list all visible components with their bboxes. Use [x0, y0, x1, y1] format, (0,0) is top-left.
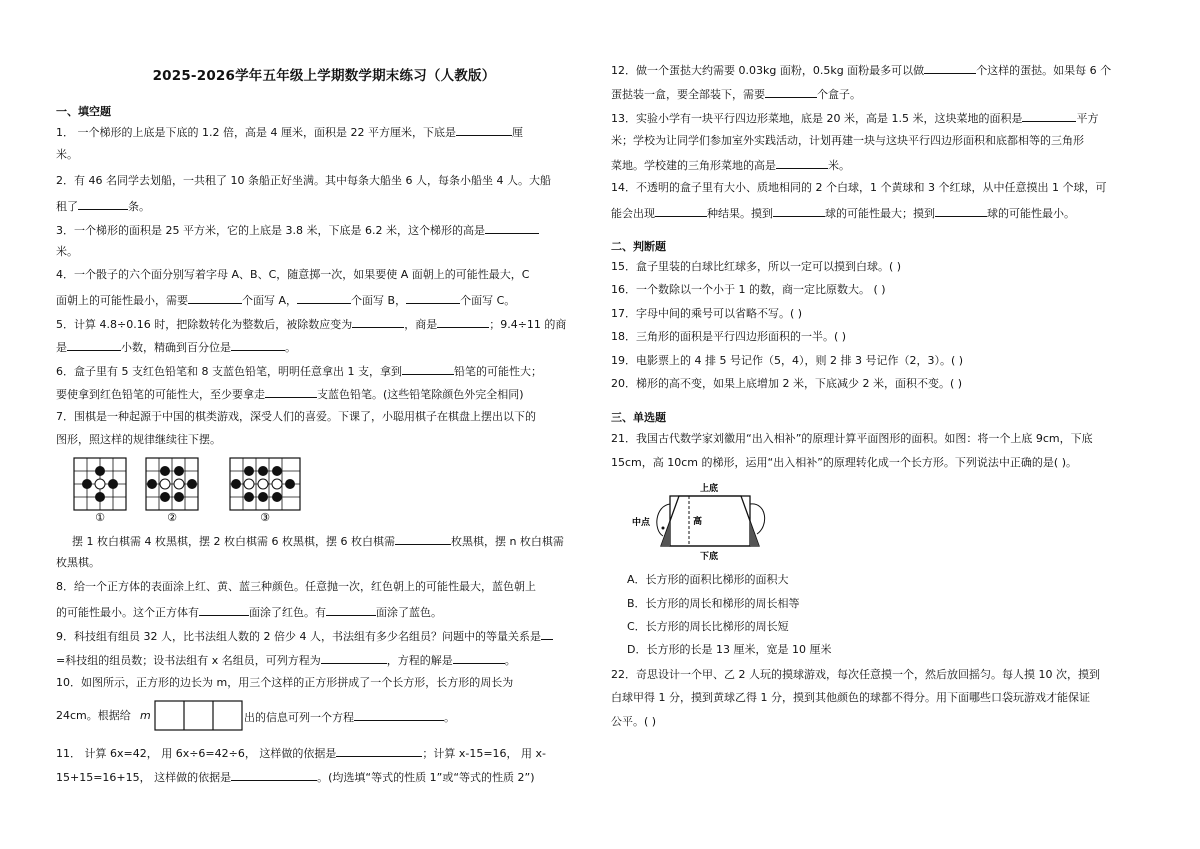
answer-blank[interactable] — [321, 652, 387, 664]
option-d[interactable]: D．长方形的长是 13 厘米，宽是 10 厘米 — [627, 643, 832, 656]
question-21-cont: 15cm，高 10cm 的梯形，运用“出入相补”的原理转化成一个长方形。下列说法中正确的是( )。 — [611, 456, 1077, 469]
option-b[interactable]: B．长方形的周长和梯形的周长相等 — [627, 597, 800, 610]
question-11-cont: 15+15=16+15， 这样做的依据是 。(均选填“等式的性质 1”或“等式的性质 2”) — [56, 771, 535, 784]
go-board-2 — [146, 458, 198, 510]
answer-blank[interactable] — [231, 339, 285, 351]
height-label: 高 — [693, 517, 703, 527]
top-base-label: 上底 — [699, 484, 719, 494]
answer-blank[interactable] — [188, 292, 242, 304]
rectangle — [670, 496, 750, 546]
question-10-text: 出的信息可列一个方程 。 — [244, 711, 455, 724]
answer-blank[interactable] — [231, 769, 317, 781]
question-3: 3．一个梯形的面积是 25 平方米，它的上底是 3.8 米，下底是 6.2 米，这个梯形的高是 — [56, 222, 539, 238]
answer-blank[interactable] — [765, 86, 817, 98]
question-7: 7．围棋是一种起源于中国的棋类游戏，深受人们的喜爱。下课了，小聪用棋子在棋盘上摆出以下的 — [56, 410, 536, 423]
question-16[interactable]: 16．一个数除以一个小于 1 的数，商一定比原数大。 ( ) — [611, 283, 886, 296]
answer-blank[interactable] — [406, 292, 460, 304]
question-19[interactable]: 19．电影票上的 4 排 5 号记作（5，4），则 2 排 3 号记作（2，3）。( ) — [611, 354, 964, 367]
answer-blank[interactable] — [199, 604, 249, 616]
answer-blank[interactable] — [924, 62, 976, 74]
answer-blank[interactable] — [935, 205, 987, 217]
go-board-3 — [230, 458, 300, 510]
question-15[interactable]: 15．盒子里装的白球比红球多，所以一定可以摸到白球。( ) — [611, 260, 902, 273]
question-22: 22．奇思设计一个甲、乙 2 人玩的摸球游戏，每次任意摸一个，然后放回摇匀。每人摸 10 次，摸到 — [611, 668, 1100, 681]
question-7-cont: 图形，照这样的规律继续往下摆。 — [56, 433, 221, 446]
midpoint-label: 中点 — [631, 518, 651, 528]
answer-blank[interactable] — [776, 157, 828, 169]
trapezoid-figure — [627, 480, 777, 564]
question-11: 11． 计算 6x=42， 用 6x÷6=42÷6， 这样做的依据是 ；计算 x-15=16， 用 x- — [56, 747, 547, 760]
question-21: 21．我国古代数学家刘徽用“出入相补”的原理计算平面图形的面积。如图：将一个上底 9cm，下底 — [611, 432, 1093, 445]
section-heading-choice: 三、单选题 — [611, 411, 666, 424]
question-6-cont: 要使拿到红色铅笔的可能性大，至少要拿走 支蓝色铅笔。(这些铅笔除颜色外完全相同) — [56, 388, 524, 401]
question-1-cont: 米。 — [56, 148, 78, 161]
trapezoid — [661, 496, 759, 546]
answer-blank[interactable] — [437, 316, 489, 328]
question-7-text-cont: 枚黑棋。 — [56, 556, 100, 569]
question-10: 10．如图所示，正方形的边长为 m，用三个这样的正方形拼成了一个长方形，长方形的周长为 — [56, 676, 514, 689]
question-20[interactable]: 20．梯形的高不变，如果上底增加 2 米，下底减少 2 米，面积不变。( ) — [611, 377, 963, 390]
question-2: 2．有 46 名同学去划船，一共租了 10 条船正好坐满。其中每条大船坐 6 人，每条小船坐 4 人。大船 — [56, 174, 551, 187]
question-10-cont: 24cm。根据给 — [56, 709, 131, 722]
question-12: 12．做一个蛋挞大约需要 0.03kg 面粉，0.5kg 面粉最多可以做 个这样的蛋挞。如果每 6 个 — [611, 64, 1112, 77]
three-squares-figure — [154, 700, 244, 732]
question-6: 6．盒子里有 5 支红色铅笔和 8 支蓝色铅笔，明明任意拿出 1 支，拿到 铅笔的可能性大； — [56, 365, 542, 378]
answer-blank[interactable] — [297, 292, 351, 304]
answer-blank[interactable] — [326, 604, 376, 616]
answer-blank[interactable] — [541, 628, 553, 640]
question-13-cont-2: 菜地。学校建的三角形菜地的高是 米。 — [611, 159, 850, 172]
figure-label-1: ① — [95, 511, 105, 524]
answer-blank[interactable] — [352, 316, 404, 328]
question-7-text: 摆 1 枚白棋需 4 枚黑棋，摆 2 枚白棋需 6 枚黑棋，摆 6 枚白棋需 枚黑棋，摆 n 枚白棋需 — [72, 535, 564, 548]
question-9-cont: =科技组的组员数；设书法组有 x 名组员，可列方程为 ，方程的解是 。 — [56, 654, 516, 667]
option-c[interactable]: C．长方形的周长比梯形的周长短 — [627, 620, 789, 633]
answer-blank[interactable] — [456, 124, 512, 136]
question-9: 9．科技组有组员 32 人，比书法组人数的 2 倍少 4 人，书法组有多少名组员？问题中的等量关系是 — [56, 628, 553, 644]
page-title: 2025-2026学年五年级上学期数学期末练习（人教版） — [152, 68, 496, 84]
go-board-1 — [74, 458, 126, 510]
answer-blank[interactable] — [1022, 110, 1076, 122]
answer-blank[interactable] — [453, 652, 505, 664]
question-1: 1． 一个梯形的上底是下底的 1.2 倍，高是 4 厘米，面积是 22 平方厘米，下底是 厘 — [56, 126, 523, 139]
answer-blank[interactable] — [265, 386, 317, 398]
option-a[interactable]: A．长方形的面积比梯形的面积大 — [627, 573, 789, 586]
go-board-figure — [72, 455, 304, 525]
question-5: 5．计算 4.8÷0.16 时，把除数转化为整数后，被除数应变为 ，商是 ；9.4÷11 的商 — [56, 318, 567, 331]
answer-blank[interactable] — [395, 533, 451, 545]
answer-blank[interactable] — [336, 745, 422, 757]
figure-label-3: ③ — [260, 511, 270, 524]
answer-blank[interactable] — [67, 339, 121, 351]
answer-blank[interactable] — [402, 363, 454, 375]
question-13: 13．实验小学有一块平行四边形菜地，底是 20 米，高是 1.5 米，这块菜地的面积是 平方 — [611, 112, 1099, 125]
question-8: 8．给一个正方体的表面涂上红、黄、蓝三种颜色。任意抛一次，红色朝上的可能性最大，蓝色朝上 — [56, 580, 536, 593]
question-14-cont: 能会出现 种结果。摸到 球的可能性最大；摸到 球的可能性最小。 — [611, 207, 1075, 220]
question-13-cont: 米；学校为让同学们参加室外实践活动，计划再建一块与这块平行四边形面积和底都相等的三角形 — [611, 134, 1084, 147]
question-5-cont: 是 小数，精确到百分位是 。 — [56, 341, 296, 354]
question-3-cont: 米。 — [56, 245, 78, 258]
question-8-cont: 的可能性最小。这个正方体有 面涂了红色。有 面涂了蓝色。 — [56, 606, 442, 619]
answer-blank[interactable] — [78, 198, 128, 210]
question-14: 14．不透明的盒子里有大小、质地相同的 2 个白球，1 个黄球和 3 个红球，从中任意摸出 1 个球，可 — [611, 181, 1107, 194]
answer-blank[interactable] — [773, 205, 825, 217]
question-22-cont: 白球甲得 1 分，摸到黄球乙得 1 分，摸到其他颜色的球都不得分。用下面哪些口袋玩游戏才能保证 — [611, 691, 1090, 704]
figure-label-2: ② — [167, 511, 177, 524]
question-4-cont: 面朝上的可能性最小，需要 个面写 A， 个面写 B， 个面写 C。 — [56, 294, 516, 307]
question-17[interactable]: 17．字母中间的乘号可以省略不写。( ) — [611, 307, 803, 320]
answer-blank[interactable] — [655, 205, 707, 217]
question-22-cont-2: 公平。( ) — [611, 715, 657, 728]
question-12-cont: 蛋挞装一盒，要全部装下，需要 个盒子。 — [611, 88, 861, 101]
side-length-label: m — [140, 709, 151, 722]
answer-blank[interactable] — [354, 709, 444, 721]
answer-blank[interactable] — [485, 222, 539, 234]
bottom-base-label: 下底 — [699, 552, 719, 562]
section-heading-fill: 一、填空题 — [56, 105, 111, 118]
question-18[interactable]: 18．三角形的面积是平行四边形面积的一半。( ) — [611, 330, 847, 343]
question-2-cont: 租了 条。 — [56, 200, 150, 213]
question-4: 4．一个骰子的六个面分别写着字母 A、B、C，随意掷一次，如果要使 A 面朝上的可能性最大，C — [56, 268, 530, 281]
section-heading-judge: 二、判断题 — [611, 240, 666, 253]
